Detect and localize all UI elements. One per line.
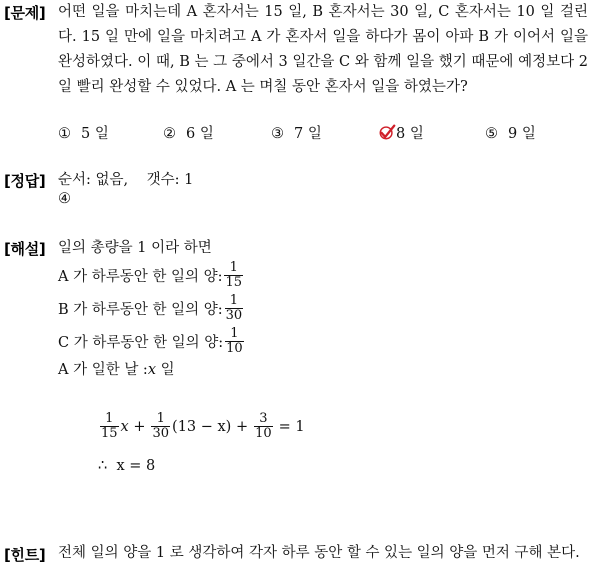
answer-value: ④ (58, 191, 71, 207)
choice-3[interactable] (271, 122, 322, 143)
rate-b (58, 292, 588, 325)
checkmark-icon (378, 123, 396, 141)
conclusion: ∴ x = 8 (98, 458, 156, 474)
problem-label: [문제] (4, 4, 46, 22)
choice-5-text: 9 일 (508, 126, 536, 142)
eq-term-3: = 1 (278, 418, 305, 435)
explanation-intro: 일의 총량을 1 이라 하면 (58, 240, 212, 256)
hint-text: 전체 일의 양을 1 로 생각하여 각자 하루 동안 할 수 있는 일의 양을 먼저 구해 본다. (58, 545, 580, 561)
eq-f1-denominator: 15 (101, 426, 118, 441)
x-definition-text: A 가 일한 날 : (58, 362, 148, 378)
eq-f3-denominator: 10 (255, 426, 272, 441)
choice-1-text: 5 일 (81, 126, 109, 142)
choice-2-text: 6 일 (186, 126, 214, 142)
choice-5-number: ⑤ (485, 126, 498, 142)
x-variable: x (147, 362, 157, 378)
eq-f3-numerator: 3 (259, 411, 268, 426)
choice-3-number: ③ (271, 126, 284, 142)
choice-1-number: ① (58, 126, 71, 142)
rate-a (58, 259, 588, 292)
rate-a-fraction (224, 261, 243, 290)
choice-2-number: ② (163, 126, 176, 142)
x-definition (58, 358, 588, 381)
rate-b-numerator: 1 (229, 293, 239, 308)
eq-fraction-2 (151, 412, 170, 441)
rate-b-fraction (225, 294, 244, 323)
rate-c-fraction (225, 327, 244, 356)
rate-c-numerator: 1 (230, 326, 239, 341)
choice-5[interactable] (485, 122, 536, 143)
choice-3-text: 7 일 (294, 126, 322, 142)
rate-c-denominator: 10 (226, 341, 243, 356)
choice-list (58, 122, 588, 146)
choice-1[interactable] (58, 122, 109, 143)
explanation-block (58, 236, 588, 474)
equation (98, 412, 305, 441)
eq-fraction-3 (254, 412, 273, 441)
rate-b-prefix: B 가 하루동안 한 일의 양: (58, 302, 223, 318)
rate-b-denominator: 30 (225, 308, 243, 323)
eq-f1-numerator: 1 (105, 411, 114, 426)
rate-c-prefix: C 가 하루동안 한 일의 양: (58, 335, 224, 351)
eq-term-1: x + (120, 418, 146, 435)
answer-label: [정답] (4, 172, 46, 190)
answer-block (58, 168, 588, 214)
rate-a-prefix: A 가 하루동안 한 일의 양: (58, 269, 223, 285)
eq-term-2: (13 − x) + (172, 418, 249, 435)
eq-fraction-1 (100, 412, 119, 441)
rate-c (58, 325, 588, 358)
x-unit: 일 (156, 362, 175, 378)
eq-f2-denominator: 30 (152, 426, 170, 441)
hint-label: [힌트] (4, 546, 46, 564)
choice-4-text: 8 일 (396, 126, 424, 142)
rate-a-numerator: 1 (229, 260, 238, 275)
eq-f2-numerator: 1 (156, 411, 165, 426)
answer-meta: 순서: 없음, 갯수: 1 (58, 172, 194, 188)
explanation-label: [해설] (4, 240, 46, 258)
rate-a-denominator: 15 (225, 275, 243, 290)
choice-4[interactable] (378, 122, 424, 143)
problem-text: 어떤 일을 마치는데 A 혼자서는 15 일, B 혼자서는 30 일, C 혼자서는 10 일 걸린다. 15 일 만에 일을 마치려고 A 가 혼자서 일을 하다가 몸이 아파 B 가 이어서 일을 완성하였다. 이 때, B 는 그 중에서 3 일간을 C 와 함께 일을 했기 때문에 예정보다 2 일 빨리 완성할 수 있었다. A 는 며칠 동안 혼자서 일을 하였는가? (58, 4, 588, 95)
choice-2[interactable] (163, 122, 214, 143)
